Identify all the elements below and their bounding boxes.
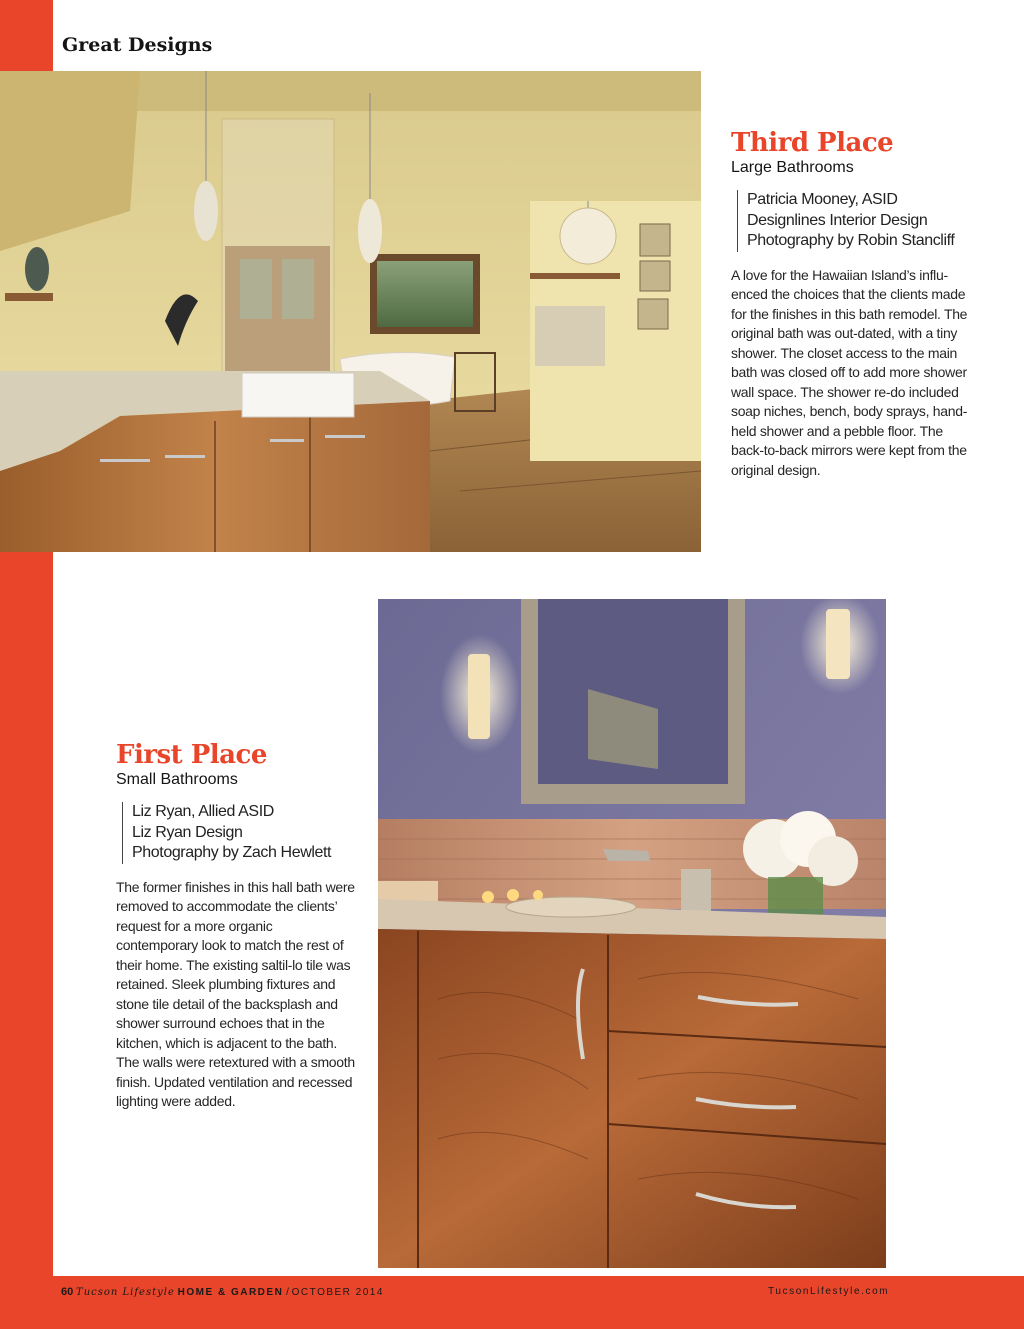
first-place-block [116,740,356,1112]
first-place-credits [122,802,356,864]
third-place-body: A love for the Hawaiian Island’s influ-enced the choices that the clients made for the finishes in this bath remodel. The original bath was out-dated, with a tiny shower. The closet access to the main bath was closed off to add more shower wall space. The shower re-do included soap niches, bench, body sprays, hand-held shower and a pebble floor. The back-to-back mirrors were kept from the original design. [731,266,968,478]
first-place-heading: First Place [116,740,267,770]
first-place-firm: Liz Ryan Design [132,823,243,841]
first-place-designer: Liz Ryan, Allied ASID [132,803,274,820]
footer-separator: / [286,1287,289,1298]
third-place-category: Large Bathrooms [731,159,854,176]
issue-date: OCTOBER 2014 [291,1287,384,1298]
third-place-photographer: Photography by Robin Stancliff [747,232,955,249]
page-number: 60 [61,1286,74,1298]
third-place-block [731,128,971,480]
footer-accent-bar [0,1276,1024,1329]
section-title: Great Designs [62,34,213,56]
large-bathroom-photo [0,71,701,552]
third-place-heading: Third Place [731,128,894,158]
first-place-category: Small Bathrooms [116,771,238,788]
first-place-photographer: Photography by Zach Hewlett [132,844,332,861]
magazine-section: HOME & GARDEN [177,1287,284,1298]
magazine-name: Tucson Lifestyle [76,1287,175,1298]
small-bathroom-photo [378,599,886,1268]
website-url: TucsonLifestyle.com [768,1286,890,1297]
third-place-firm: Designlines Interior Design [747,211,928,229]
first-place-body: The former finishes in this hall bath were removed to accommodate the clients’ request for a more organic contemporary look to match the rest of their home. The existing saltil-lo tile was retained. Sleek plumbing fixtures and stone tile detail of the backsplash and shower surround echoes that in the kitchen, which is adjacent to the bath. The walls were retextured with a smooth finish. Updated ventilation and recessed lighting were added. [116,878,355,1109]
third-place-credits [737,190,971,252]
footer-folio [61,1286,384,1298]
third-place-designer: Patricia Mooney, ASID [747,191,898,208]
